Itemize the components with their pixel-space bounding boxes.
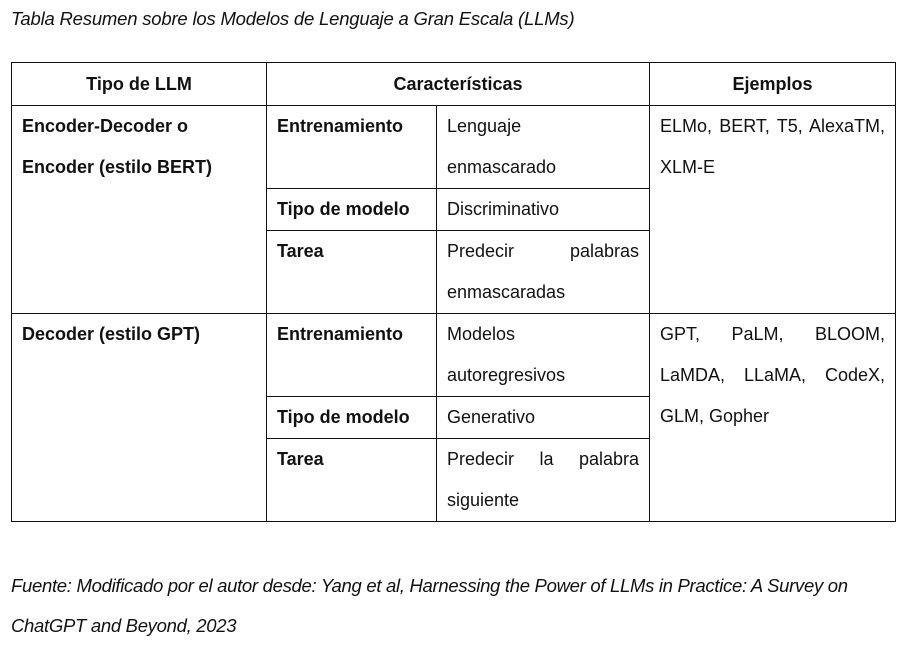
source-citation: Fuente: Modificado por el autor desde: Yang et al, Harnessing the Power of LLMs in Practice: A Survey on ChatGPT and Beyond, 2023: [11, 575, 848, 636]
feature-value: Lenguaje enmascarado: [437, 106, 650, 189]
feature-label: Entrenamiento: [267, 106, 437, 189]
header-llm-type: Tipo de LLM: [12, 63, 267, 106]
feature-value: Discriminativo: [437, 189, 650, 231]
feature-label: Tipo de modelo: [267, 189, 437, 231]
feature-label: Tarea: [267, 439, 437, 522]
table-header-row: [12, 63, 896, 106]
table-caption: Tabla Resumen sobre los Modelos de Lenguaje a Gran Escala (LLMs): [11, 8, 575, 29]
feature-label: Tarea: [267, 231, 437, 314]
llm-type-cell: Decoder (estilo GPT): [12, 314, 267, 522]
table-row: [12, 314, 896, 397]
llm-type-cell: Encoder-Decoder o Encoder (estilo BERT): [12, 106, 267, 314]
examples-cell: GPT, PaLM, BLOOM, LaMDA, LLaMA, CodeX, GLM, Gopher: [650, 314, 896, 522]
llm-summary-table: [11, 62, 896, 522]
feature-value: Predecir la palabra siguiente: [437, 439, 650, 522]
header-examples: Ejemplos: [650, 63, 896, 106]
feature-value: Predecir palabras enmascaradas: [437, 231, 650, 314]
feature-label: Tipo de modelo: [267, 397, 437, 439]
examples-cell: ELMo, BERT, T5, AlexaTM, XLM-E: [650, 106, 896, 314]
feature-value: Generativo: [437, 397, 650, 439]
header-features: Características: [267, 63, 650, 106]
feature-value: Modelos autoregresivos: [437, 314, 650, 397]
feature-label: Entrenamiento: [267, 314, 437, 397]
table-row: [12, 106, 896, 189]
